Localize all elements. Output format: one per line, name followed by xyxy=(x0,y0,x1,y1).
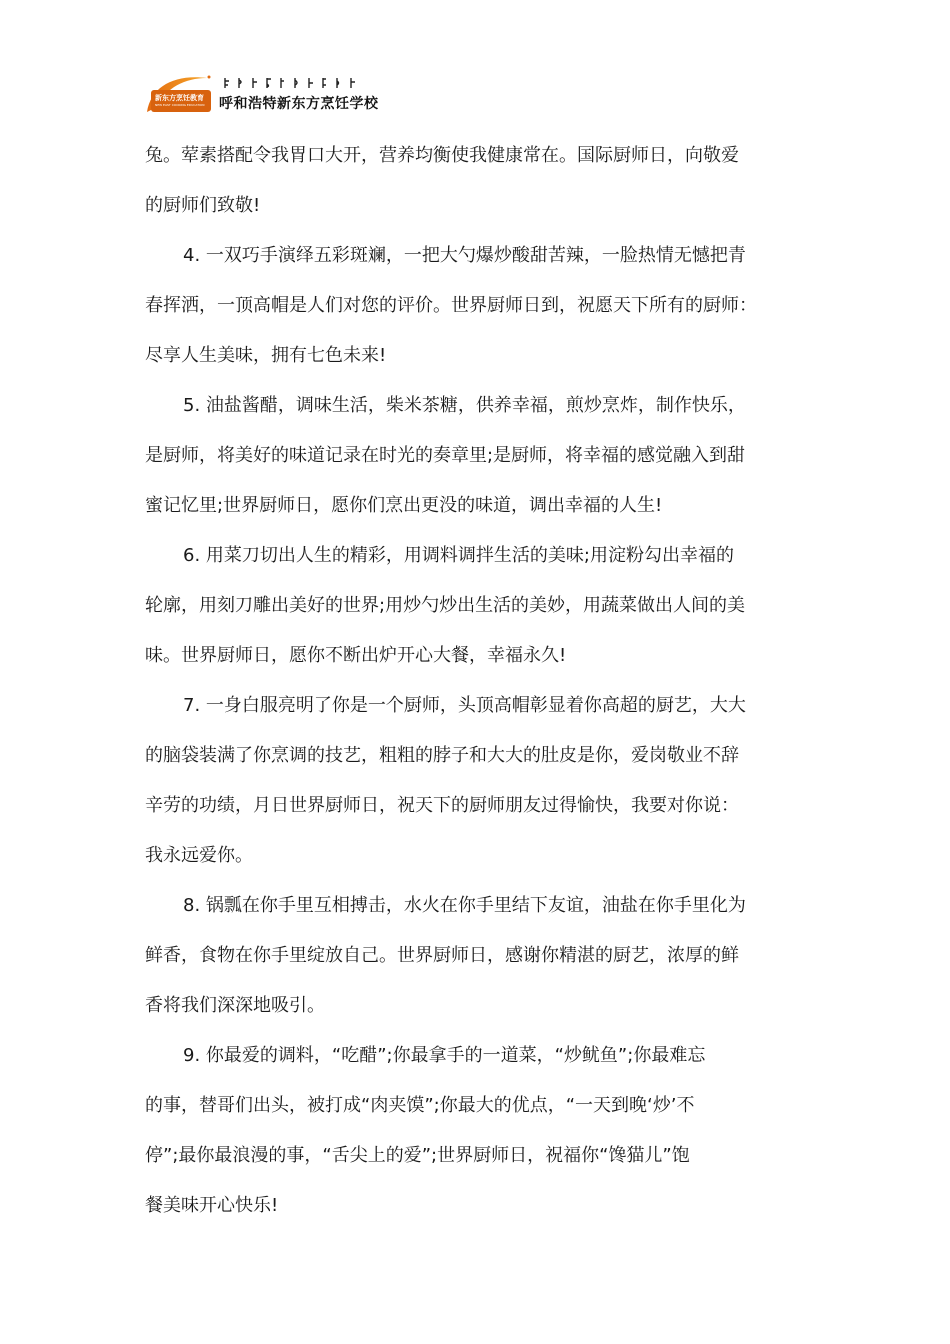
text-line: 蜜记忆里;世界厨师日，愿你们烹出更没的味道，调出幸福的人生! xyxy=(145,495,663,516)
paragraph-continued xyxy=(145,131,785,231)
text-line: 的事，替哥们出头，被打成“肉夹馍”;你最大的优点，“一天到晚‘炒’不 xyxy=(145,1095,695,1116)
text-line: 6. 用菜刀切出人生的精彩，用调料调拌生活的美味;用淀粉勾出幸福的 xyxy=(183,545,734,566)
paragraph-9 xyxy=(145,1031,785,1231)
text-line: 香将我们深深地吸引。 xyxy=(145,995,325,1016)
paragraph-5 xyxy=(145,381,785,531)
text-line: 春挥洒，一顶高帽是人们对您的评价。世界厨师日到，祝愿天下所有的厨师： xyxy=(145,295,757,316)
text-line: 停”;最你最浪漫的事，“舌尖上的爱”;世界厨师日，祝福你“馋猫儿”饱 xyxy=(145,1145,690,1166)
paragraph-6 xyxy=(145,531,785,681)
school-name: 呼和浩特新东方烹饪学校 xyxy=(219,96,379,112)
logo-subtext: NEW EAST COOKING EDUCATION xyxy=(155,103,205,107)
page-header xyxy=(145,72,445,116)
text-line: 是厨师，将美好的味道记录在时光的奏章里;是厨师，将幸福的感觉融入到甜 xyxy=(145,445,746,466)
text-line: 8. 锅瓢在你手里互相搏击，水火在你手里结下友谊，油盐在你手里化为 xyxy=(183,895,746,916)
mongolian-script-decoration-icon xyxy=(221,76,391,90)
text-line: 4. 一双巧手演绎五彩斑斓，一把大勺爆炒酸甜苦辣，一脸热情无憾把青 xyxy=(183,245,746,266)
paragraph-4 xyxy=(145,231,785,381)
text-line: 兔。荤素搭配令我胃口大开，营养均衡使我健康常在。国际厨师日，向敬爱 xyxy=(145,145,739,166)
text-line: 5. 油盐酱醋，调味生活，柴米茶糖，供养幸福，煎炒烹炸，制作快乐， xyxy=(183,395,746,416)
logo-text: 新东方烹饪教育 xyxy=(155,94,204,102)
paragraph-7 xyxy=(145,681,785,881)
text-line: 9. 你最爱的调料，“吃醋”;你最拿手的一道菜，“炒鱿鱼”;你最难忘 xyxy=(183,1045,706,1066)
paragraph-8 xyxy=(145,881,785,1031)
text-line: 餐美味开心快乐! xyxy=(145,1195,279,1216)
text-line: 辛劳的功绩，月日世界厨师日，祝天下的厨师朋友过得愉快，我要对你说： xyxy=(145,795,739,816)
text-line: 7. 一身白服亮明了你是一个厨师，头顶高帽彰显着你高超的厨艺，大大 xyxy=(183,695,746,716)
text-line: 尽享人生美味，拥有七色未来! xyxy=(145,345,387,366)
school-logo xyxy=(145,72,215,116)
text-line: 味。世界厨师日，愿你不断出炉开心大餐，幸福永久! xyxy=(145,645,567,666)
text-line: 的脑袋装满了你烹调的技艺，粗粗的脖子和大大的肚皮是你，爱岗敬业不辞 xyxy=(145,745,739,766)
document-body xyxy=(145,131,785,1231)
text-line: 的厨师们致敬! xyxy=(145,195,261,216)
text-line: 轮廓，用刻刀雕出美好的世界;用炒勺炒出生活的美妙，用蔬菜做出人间的美 xyxy=(145,595,746,616)
text-line: 鲜香，食物在你手里绽放自己。世界厨师日，感谢你精湛的厨艺，浓厚的鲜 xyxy=(145,945,739,966)
text-line: 我永远爱你。 xyxy=(145,845,253,866)
